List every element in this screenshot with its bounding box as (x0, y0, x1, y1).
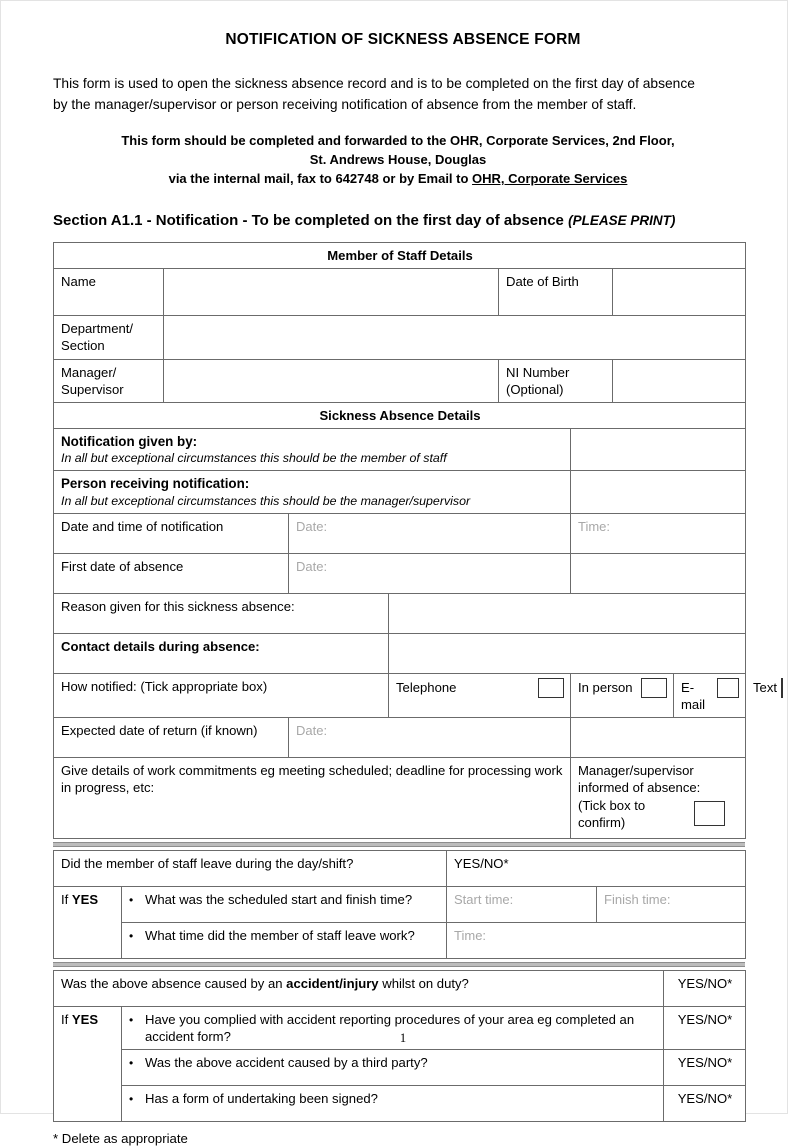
work-commitments-cell[interactable] (54, 757, 571, 838)
table-row (54, 316, 746, 359)
date-placeholder: Date: (296, 558, 328, 574)
first-date-absence-input[interactable] (289, 553, 571, 593)
ohr-email-link[interactable]: OHR, Corporate Services (472, 171, 628, 187)
person-receiving-input[interactable] (571, 471, 746, 514)
accident-question-label (54, 970, 664, 1006)
bullet-icon: • (129, 928, 134, 943)
finish-time-placeholder: Finish time: (604, 891, 671, 907)
table-row (54, 471, 746, 514)
forwarding-instructions (53, 131, 743, 189)
table-row (54, 970, 746, 1006)
contact-details-input[interactable] (389, 633, 746, 673)
accident-question-bold: accident/injury (286, 975, 379, 991)
department-label: Department/ Section (54, 316, 164, 359)
table-row (54, 633, 746, 673)
dob-label: Date of Birth (499, 269, 613, 316)
manager-informed-line-2: (Tick box to confirm) (578, 797, 646, 830)
leave-bullet-2 (122, 922, 447, 958)
option-label: E-mail (681, 679, 706, 712)
table-row (54, 922, 746, 958)
table-row (54, 243, 746, 269)
bullet-icon: • (129, 1055, 134, 1070)
table-row (54, 428, 746, 471)
person-receiving-label: Person receiving notification: (61, 476, 250, 492)
forwarding-line-1: This form should be completed and forwarded to the OHR, Corporate Services, 2nd Floor, (121, 132, 675, 148)
if-yes-label (54, 886, 122, 958)
reason-label: Reason given for this sickness absence: (54, 593, 389, 633)
how-notified-option-email[interactable] (674, 673, 746, 717)
date-time-notification-label: Date and time of notification (54, 513, 289, 553)
person-receiving-note: In all but exceptional circumstances this should be the manager/supervisor (61, 493, 471, 508)
accident-answer-yesno[interactable]: YES/NO* (664, 970, 746, 1006)
time-placeholder: Time: (578, 518, 611, 534)
option-label: Telephone (396, 679, 457, 695)
finish-time-input[interactable] (597, 886, 746, 922)
start-time-placeholder: Start time: (454, 891, 514, 907)
checkbox-email[interactable] (717, 678, 739, 698)
bullet-text: Has a form of undertaking been signed? (145, 1090, 378, 1106)
if-yes-prefix: If (61, 1011, 72, 1027)
notification-given-by-label: Notification given by: (61, 433, 198, 449)
leave-time-input[interactable] (447, 922, 746, 958)
notification-date-input[interactable] (289, 513, 571, 553)
intro-paragraph: This form is used to open the sickness absence record and is to be completed on the first day of absence by the manager/supervisor or person receiving notification of absence from the member of staff. (53, 76, 695, 113)
forwarding-line-3-text: via the internal mail, fax to 642748 or by Email to (168, 171, 473, 187)
name-input[interactable] (164, 269, 499, 316)
table-row (54, 402, 746, 428)
if-yes-label (54, 1006, 122, 1121)
how-notified-label: How notified: (Tick appropriate box) (54, 673, 389, 717)
checkbox-manager-informed[interactable] (694, 801, 725, 826)
bullet-text: Was the above accident caused by a third party? (145, 1054, 428, 1070)
manager-label: Manager/ Supervisor (54, 359, 164, 402)
accident-bullet-2-answer[interactable]: YES/NO* (664, 1049, 746, 1085)
checkbox-text[interactable] (781, 678, 783, 698)
option-label: In person (578, 679, 633, 695)
table-row (54, 717, 746, 757)
accident-question-post: whilst on duty? (378, 975, 469, 991)
person-receiving-cell (54, 471, 571, 514)
table-row (54, 1085, 746, 1121)
page-number: 1 (399, 1031, 407, 1045)
how-notified-option-telephone[interactable] (389, 673, 571, 717)
notification-given-by-note: In all but exceptional circumstances this should be the member of staff (61, 450, 447, 465)
accident-question-pre: Was the above absence caused by an (61, 975, 287, 991)
notification-given-by-cell (54, 428, 571, 471)
forwarding-line-2: St. Andrews House, Douglas (309, 151, 487, 167)
table-row (54, 553, 746, 593)
date-placeholder: Date: (296, 518, 328, 534)
if-yes-bold: YES (71, 1011, 99, 1027)
if-yes-bold: YES (71, 891, 99, 907)
expected-return-label: Expected date of return (if known) (54, 717, 289, 757)
bullet-text: Have you complied with accident reporting procedures of your area eg completed an accident form? (145, 1011, 635, 1044)
footnote-delete-as-appropriate: * Delete as appropriate (53, 1130, 188, 1146)
checkbox-in-person[interactable] (641, 678, 667, 698)
dob-input[interactable] (613, 269, 746, 316)
please-print-note: (PLEASE PRINT) (568, 213, 676, 229)
accident-bullet-3 (122, 1085, 664, 1121)
page-content (53, 1, 778, 1146)
section-heading (53, 212, 753, 229)
table-row (54, 757, 746, 838)
table-row (54, 886, 746, 922)
table-row (54, 673, 746, 717)
ni-number-input[interactable] (613, 359, 746, 402)
accident-bullet-2 (122, 1049, 664, 1085)
bullet-icon: • (129, 1091, 134, 1106)
table-row (54, 850, 746, 886)
bullet-icon: • (129, 892, 134, 907)
accident-bullet-1-answer[interactable]: YES/NO* (664, 1006, 746, 1049)
manager-informed-cell (571, 757, 746, 838)
option-label: Text (753, 679, 778, 695)
if-yes-prefix: If (61, 891, 72, 907)
table-row (54, 593, 746, 633)
forwarding-line-3 (53, 169, 743, 188)
leave-during-shift-table (53, 850, 746, 959)
bullet-icon: • (129, 1012, 134, 1027)
leave-answer-yesno[interactable]: YES/NO* (447, 850, 746, 886)
time-placeholder: Time: (454, 927, 487, 943)
manager-input[interactable] (164, 359, 499, 402)
staff-details-band: Member of Staff Details (54, 243, 746, 269)
first-date-absence-label: First date of absence (54, 553, 289, 593)
leave-question-label: Did the member of staff leave during the day/shift? (54, 850, 447, 886)
department-input[interactable] (164, 316, 746, 359)
shaded-cell (571, 553, 746, 593)
contact-details-label: Contact details during absence: (54, 633, 389, 673)
start-time-input[interactable] (447, 886, 597, 922)
reason-input[interactable] (389, 593, 746, 633)
work-commitments-label: Give details of work commitments eg meeting scheduled; deadline for processing work in progress, etc: (61, 762, 563, 795)
notification-time-input[interactable] (571, 513, 746, 553)
section-heading-text: Section A1.1 - Notification - To be completed on the first day of absence (53, 212, 564, 230)
how-notified-option-in-person[interactable] (571, 673, 674, 717)
table-row (54, 269, 746, 316)
page-title: NOTIFICATION OF SICKNESS ABSENCE FORM (225, 31, 581, 48)
manager-informed-line-1: Manager/supervisor informed of absence: (578, 762, 701, 795)
bullet-text: What was the scheduled start and finish time? (145, 891, 413, 907)
leave-bullet-1 (122, 886, 447, 922)
checkbox-telephone[interactable] (538, 678, 564, 698)
notification-given-by-input[interactable] (571, 428, 746, 471)
table-row (54, 359, 746, 402)
bullet-text: What time did the member of staff leave work? (145, 927, 415, 943)
absence-details-band: Sickness Absence Details (54, 402, 746, 428)
name-label: Name (54, 269, 164, 316)
ni-number-label: NI Number (Optional) (499, 359, 613, 402)
date-placeholder: Date: (296, 722, 328, 738)
accident-bullet-3-answer[interactable]: YES/NO* (664, 1085, 746, 1121)
expected-return-input[interactable] (289, 717, 571, 757)
table-row (54, 513, 746, 553)
main-form-table (53, 242, 778, 838)
shaded-cell (571, 717, 746, 757)
table-row (54, 1049, 746, 1085)
